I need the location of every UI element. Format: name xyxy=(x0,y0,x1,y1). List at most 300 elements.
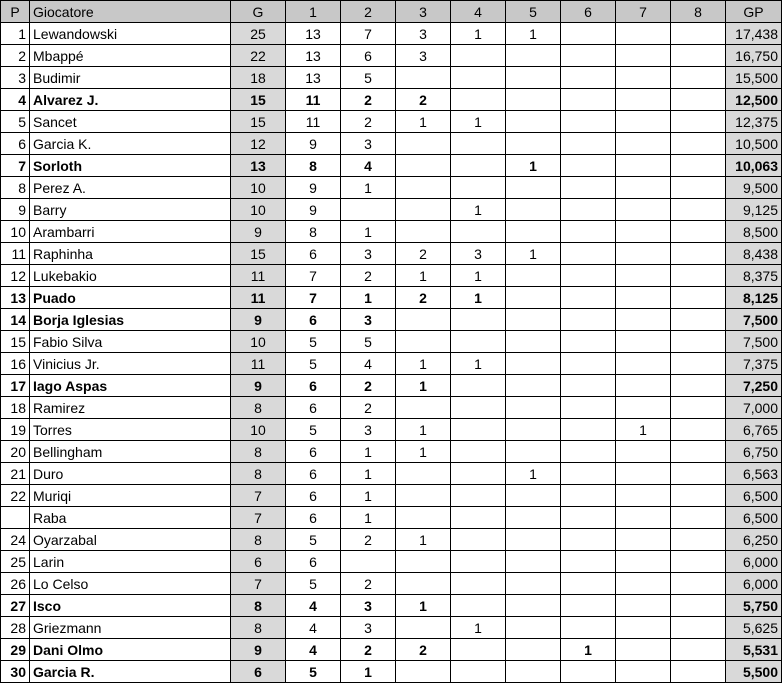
col-3-cell xyxy=(396,331,451,353)
gp-cell: 7,000 xyxy=(726,397,782,419)
col-7-cell xyxy=(616,309,671,331)
col-4-cell xyxy=(451,133,506,155)
col-4-cell: 1 xyxy=(451,353,506,375)
col-2-cell: 6 xyxy=(341,45,396,67)
col-7-cell xyxy=(616,661,671,683)
position-cell: 18 xyxy=(1,397,30,419)
player-name-cell: Oyarzabal xyxy=(30,529,231,551)
col-4-cell: 1 xyxy=(451,111,506,133)
table-row xyxy=(1,155,782,177)
table-row xyxy=(1,353,782,375)
col-8-cell xyxy=(671,397,726,419)
col-4-cell xyxy=(451,551,506,573)
col-7-cell xyxy=(616,639,671,661)
player-name-cell: Perez A. xyxy=(30,177,231,199)
table-row xyxy=(1,287,782,309)
col-3-cell xyxy=(396,67,451,89)
col-1-cell: 13 xyxy=(286,67,341,89)
gp-cell: 6,250 xyxy=(726,529,782,551)
col-7-cell xyxy=(616,287,671,309)
col-5-cell: 1 xyxy=(506,463,561,485)
player-name-cell: Alvarez J. xyxy=(30,89,231,111)
col-4-cell: 1 xyxy=(451,287,506,309)
col-3-cell xyxy=(396,463,451,485)
col-2-cell: 5 xyxy=(341,331,396,353)
header-4: 4 xyxy=(451,1,506,23)
col-2-cell: 2 xyxy=(341,397,396,419)
col-4-cell xyxy=(451,573,506,595)
col-6-cell xyxy=(561,661,616,683)
col-3-cell: 1 xyxy=(396,265,451,287)
col-5-cell xyxy=(506,287,561,309)
col-2-cell: 3 xyxy=(341,133,396,155)
col-3-cell xyxy=(396,507,451,529)
position-cell: 8 xyxy=(1,177,30,199)
player-name-cell: Sorloth xyxy=(30,155,231,177)
position-cell: 20 xyxy=(1,441,30,463)
col-1-cell: 13 xyxy=(286,23,341,45)
col-1-cell: 6 xyxy=(286,243,341,265)
col-3-cell: 2 xyxy=(396,639,451,661)
col-5-cell xyxy=(506,221,561,243)
games-cell: 7 xyxy=(231,573,286,595)
table-row xyxy=(1,221,782,243)
player-name-cell: Garcia K. xyxy=(30,133,231,155)
col-7-cell xyxy=(616,551,671,573)
col-4-cell xyxy=(451,639,506,661)
col-1-cell: 8 xyxy=(286,155,341,177)
position-cell: 17 xyxy=(1,375,30,397)
position-cell: 14 xyxy=(1,309,30,331)
col-6-cell xyxy=(561,287,616,309)
col-7-cell xyxy=(616,177,671,199)
col-1-cell: 4 xyxy=(286,595,341,617)
gp-cell: 6,765 xyxy=(726,419,782,441)
col-1-cell: 13 xyxy=(286,45,341,67)
gp-cell: 10,500 xyxy=(726,133,782,155)
col-7-cell xyxy=(616,397,671,419)
col-6-cell xyxy=(561,309,616,331)
col-1-cell: 4 xyxy=(286,617,341,639)
col-1-cell: 5 xyxy=(286,573,341,595)
col-3-cell: 2 xyxy=(396,243,451,265)
col-2-cell: 1 xyxy=(341,441,396,463)
position-cell: 1 xyxy=(1,23,30,45)
games-cell: 8 xyxy=(231,617,286,639)
gp-cell: 6,000 xyxy=(726,573,782,595)
col-7-cell xyxy=(616,243,671,265)
table-row xyxy=(1,529,782,551)
col-5-cell xyxy=(506,529,561,551)
col-5-cell xyxy=(506,67,561,89)
player-name-cell: Griezmann xyxy=(30,617,231,639)
table-row xyxy=(1,485,782,507)
table-row xyxy=(1,441,782,463)
player-name-cell: Fabio Silva xyxy=(30,331,231,353)
col-5-cell xyxy=(506,199,561,221)
player-name-cell: Larin xyxy=(30,551,231,573)
col-8-cell xyxy=(671,573,726,595)
gp-cell: 6,000 xyxy=(726,551,782,573)
position-cell: 16 xyxy=(1,353,30,375)
col-5-cell xyxy=(506,397,561,419)
col-2-cell: 4 xyxy=(341,353,396,375)
col-8-cell xyxy=(671,89,726,111)
player-name-cell: Arambarri xyxy=(30,221,231,243)
col-1-cell: 5 xyxy=(286,331,341,353)
gp-cell: 6,500 xyxy=(726,485,782,507)
col-7-cell xyxy=(616,67,671,89)
header-5: 5 xyxy=(506,1,561,23)
col-4-cell xyxy=(451,397,506,419)
gp-cell: 5,500 xyxy=(726,661,782,683)
col-3-cell: 1 xyxy=(396,111,451,133)
col-2-cell: 3 xyxy=(341,617,396,639)
table-row xyxy=(1,463,782,485)
position-cell: 27 xyxy=(1,595,30,617)
col-3-cell xyxy=(396,155,451,177)
col-3-cell: 1 xyxy=(396,595,451,617)
games-cell: 8 xyxy=(231,441,286,463)
col-2-cell: 1 xyxy=(341,661,396,683)
header-3: 3 xyxy=(396,1,451,23)
col-2-cell: 1 xyxy=(341,287,396,309)
col-7-cell xyxy=(616,89,671,111)
col-5-cell xyxy=(506,331,561,353)
col-8-cell xyxy=(671,529,726,551)
col-5-cell xyxy=(506,595,561,617)
col-5-cell: 1 xyxy=(506,23,561,45)
col-5-cell xyxy=(506,661,561,683)
games-cell: 6 xyxy=(231,661,286,683)
games-cell: 10 xyxy=(231,419,286,441)
col-2-cell: 2 xyxy=(341,375,396,397)
player-name-cell: Iago Aspas xyxy=(30,375,231,397)
col-4-cell xyxy=(451,595,506,617)
position-cell: 19 xyxy=(1,419,30,441)
col-4-cell xyxy=(451,507,506,529)
col-4-cell xyxy=(451,89,506,111)
header-g: G xyxy=(231,1,286,23)
games-cell: 8 xyxy=(231,529,286,551)
col-5-cell xyxy=(506,419,561,441)
col-4-cell: 1 xyxy=(451,199,506,221)
table-row xyxy=(1,595,782,617)
position-cell: 6 xyxy=(1,133,30,155)
col-4-cell xyxy=(451,529,506,551)
col-6-cell xyxy=(561,331,616,353)
col-1-cell: 4 xyxy=(286,639,341,661)
col-6-cell xyxy=(561,23,616,45)
col-2-cell xyxy=(341,199,396,221)
col-1-cell: 6 xyxy=(286,507,341,529)
col-3-cell: 2 xyxy=(396,89,451,111)
col-8-cell xyxy=(671,661,726,683)
games-cell: 8 xyxy=(231,397,286,419)
col-8-cell xyxy=(671,419,726,441)
col-3-cell xyxy=(396,617,451,639)
col-8-cell xyxy=(671,551,726,573)
gp-cell: 16,750 xyxy=(726,45,782,67)
games-cell: 11 xyxy=(231,353,286,375)
col-5-cell xyxy=(506,133,561,155)
col-8-cell xyxy=(671,111,726,133)
position-cell: 11 xyxy=(1,243,30,265)
col-2-cell: 3 xyxy=(341,309,396,331)
col-2-cell: 1 xyxy=(341,485,396,507)
position-cell: 12 xyxy=(1,265,30,287)
col-5-cell xyxy=(506,353,561,375)
col-1-cell: 6 xyxy=(286,441,341,463)
col-7-cell xyxy=(616,529,671,551)
col-5-cell xyxy=(506,507,561,529)
col-5-cell xyxy=(506,375,561,397)
col-8-cell xyxy=(671,199,726,221)
position-cell: 26 xyxy=(1,573,30,595)
gp-cell: 10,063 xyxy=(726,155,782,177)
col-8-cell xyxy=(671,309,726,331)
header-giocatore: Giocatore xyxy=(30,1,231,23)
col-2-cell: 1 xyxy=(341,221,396,243)
col-8-cell xyxy=(671,177,726,199)
col-3-cell xyxy=(396,551,451,573)
col-6-cell xyxy=(561,111,616,133)
player-name-cell: Mbappé xyxy=(30,45,231,67)
table-row xyxy=(1,331,782,353)
games-cell: 18 xyxy=(231,67,286,89)
col-6-cell xyxy=(561,155,616,177)
header-8: 8 xyxy=(671,1,726,23)
player-name-cell: Isco xyxy=(30,595,231,617)
col-1-cell: 5 xyxy=(286,419,341,441)
table-row xyxy=(1,67,782,89)
player-name-cell: Bellingham xyxy=(30,441,231,463)
col-8-cell xyxy=(671,617,726,639)
position-cell: 2 xyxy=(1,45,30,67)
gp-cell: 8,500 xyxy=(726,221,782,243)
col-4-cell xyxy=(451,485,506,507)
col-3-cell: 1 xyxy=(396,419,451,441)
table-row xyxy=(1,419,782,441)
col-4-cell xyxy=(451,419,506,441)
col-3-cell: 1 xyxy=(396,353,451,375)
games-cell: 15 xyxy=(231,89,286,111)
games-cell: 10 xyxy=(231,177,286,199)
position-cell: 28 xyxy=(1,617,30,639)
gp-cell: 6,500 xyxy=(726,507,782,529)
col-6-cell xyxy=(561,507,616,529)
col-8-cell xyxy=(671,639,726,661)
player-name-cell: Duro xyxy=(30,463,231,485)
position-cell: 3 xyxy=(1,67,30,89)
position-cell: 25 xyxy=(1,551,30,573)
col-4-cell xyxy=(451,463,506,485)
col-6-cell xyxy=(561,353,616,375)
col-1-cell: 6 xyxy=(286,463,341,485)
games-cell: 15 xyxy=(231,243,286,265)
table-row xyxy=(1,507,782,529)
col-2-cell: 2 xyxy=(341,573,396,595)
position-cell: 22 xyxy=(1,485,30,507)
col-4-cell: 3 xyxy=(451,243,506,265)
col-7-cell xyxy=(616,111,671,133)
col-7-cell xyxy=(616,595,671,617)
col-3-cell xyxy=(396,397,451,419)
col-8-cell xyxy=(671,67,726,89)
player-name-cell: Dani Olmo xyxy=(30,639,231,661)
col-2-cell: 1 xyxy=(341,463,396,485)
col-4-cell xyxy=(451,177,506,199)
gp-cell: 8,438 xyxy=(726,243,782,265)
games-cell: 9 xyxy=(231,221,286,243)
col-6-cell xyxy=(561,595,616,617)
col-3-cell xyxy=(396,221,451,243)
table-row xyxy=(1,243,782,265)
header-p: P xyxy=(1,1,30,23)
gp-cell: 9,500 xyxy=(726,177,782,199)
col-4-cell xyxy=(451,375,506,397)
col-7-cell xyxy=(616,463,671,485)
position-cell: 7 xyxy=(1,155,30,177)
col-6-cell xyxy=(561,221,616,243)
col-8-cell xyxy=(671,331,726,353)
col-3-cell xyxy=(396,309,451,331)
col-1-cell: 6 xyxy=(286,551,341,573)
col-5-cell xyxy=(506,265,561,287)
gp-cell: 7,500 xyxy=(726,331,782,353)
col-3-cell xyxy=(396,661,451,683)
col-6-cell xyxy=(561,463,616,485)
table-row xyxy=(1,617,782,639)
table-body xyxy=(1,23,782,683)
gp-cell: 5,750 xyxy=(726,595,782,617)
gp-cell: 15,500 xyxy=(726,67,782,89)
col-5-cell: 1 xyxy=(506,155,561,177)
col-4-cell xyxy=(451,661,506,683)
col-2-cell xyxy=(341,551,396,573)
table-row xyxy=(1,199,782,221)
games-cell: 10 xyxy=(231,331,286,353)
col-8-cell xyxy=(671,287,726,309)
col-3-cell xyxy=(396,573,451,595)
col-3-cell xyxy=(396,177,451,199)
col-2-cell: 3 xyxy=(341,595,396,617)
col-7-cell xyxy=(616,573,671,595)
col-1-cell: 9 xyxy=(286,199,341,221)
col-2-cell: 2 xyxy=(341,265,396,287)
col-5-cell: 1 xyxy=(506,243,561,265)
col-7-cell xyxy=(616,375,671,397)
col-1-cell: 6 xyxy=(286,309,341,331)
col-7-cell xyxy=(616,617,671,639)
col-4-cell: 1 xyxy=(451,265,506,287)
table-row xyxy=(1,133,782,155)
col-4-cell xyxy=(451,45,506,67)
col-7-cell xyxy=(616,265,671,287)
col-7-cell xyxy=(616,23,671,45)
col-8-cell xyxy=(671,265,726,287)
col-4-cell xyxy=(451,221,506,243)
player-name-cell: Raba xyxy=(30,507,231,529)
col-8-cell xyxy=(671,507,726,529)
col-4-cell: 1 xyxy=(451,617,506,639)
gp-cell: 9,125 xyxy=(726,199,782,221)
position-cell: 9 xyxy=(1,199,30,221)
col-8-cell xyxy=(671,133,726,155)
col-8-cell xyxy=(671,23,726,45)
col-1-cell: 5 xyxy=(286,661,341,683)
col-5-cell xyxy=(506,309,561,331)
col-1-cell: 11 xyxy=(286,89,341,111)
col-6-cell xyxy=(561,243,616,265)
gp-cell: 5,531 xyxy=(726,639,782,661)
col-8-cell xyxy=(671,221,726,243)
player-name-cell: Sancet xyxy=(30,111,231,133)
header-7: 7 xyxy=(616,1,671,23)
col-4-cell: 1 xyxy=(451,23,506,45)
col-7-cell xyxy=(616,353,671,375)
player-name-cell: Garcia R. xyxy=(30,661,231,683)
games-cell: 9 xyxy=(231,639,286,661)
col-2-cell: 1 xyxy=(341,507,396,529)
col-3-cell xyxy=(396,133,451,155)
player-name-cell: Vinicius Jr. xyxy=(30,353,231,375)
col-4-cell xyxy=(451,67,506,89)
position-cell: 29 xyxy=(1,639,30,661)
col-3-cell: 1 xyxy=(396,529,451,551)
col-5-cell xyxy=(506,45,561,67)
col-1-cell: 6 xyxy=(286,397,341,419)
col-2-cell: 5 xyxy=(341,67,396,89)
col-3-cell: 2 xyxy=(396,287,451,309)
table-row xyxy=(1,661,782,683)
position-cell: 24 xyxy=(1,529,30,551)
table-row xyxy=(1,45,782,67)
col-3-cell xyxy=(396,485,451,507)
games-cell: 22 xyxy=(231,45,286,67)
col-8-cell xyxy=(671,45,726,67)
games-cell: 9 xyxy=(231,375,286,397)
col-1-cell: 5 xyxy=(286,529,341,551)
col-6-cell xyxy=(561,551,616,573)
games-cell: 8 xyxy=(231,595,286,617)
col-5-cell xyxy=(506,177,561,199)
col-3-cell xyxy=(396,199,451,221)
games-cell: 10 xyxy=(231,199,286,221)
col-2-cell: 3 xyxy=(341,419,396,441)
col-6-cell xyxy=(561,419,616,441)
header-1: 1 xyxy=(286,1,341,23)
col-6-cell xyxy=(561,485,616,507)
header-row xyxy=(1,1,782,23)
gp-cell: 5,625 xyxy=(726,617,782,639)
games-cell: 15 xyxy=(231,111,286,133)
col-6-cell xyxy=(561,199,616,221)
col-1-cell: 11 xyxy=(286,111,341,133)
col-6-cell xyxy=(561,397,616,419)
col-1-cell: 6 xyxy=(286,375,341,397)
header-2: 2 xyxy=(341,1,396,23)
player-name-cell: Budimir xyxy=(30,67,231,89)
col-7-cell xyxy=(616,507,671,529)
games-cell: 13 xyxy=(231,155,286,177)
gp-cell: 8,125 xyxy=(726,287,782,309)
player-name-cell: Barry xyxy=(30,199,231,221)
table-row xyxy=(1,23,782,45)
games-cell: 7 xyxy=(231,485,286,507)
position-cell: 10 xyxy=(1,221,30,243)
games-cell: 7 xyxy=(231,507,286,529)
